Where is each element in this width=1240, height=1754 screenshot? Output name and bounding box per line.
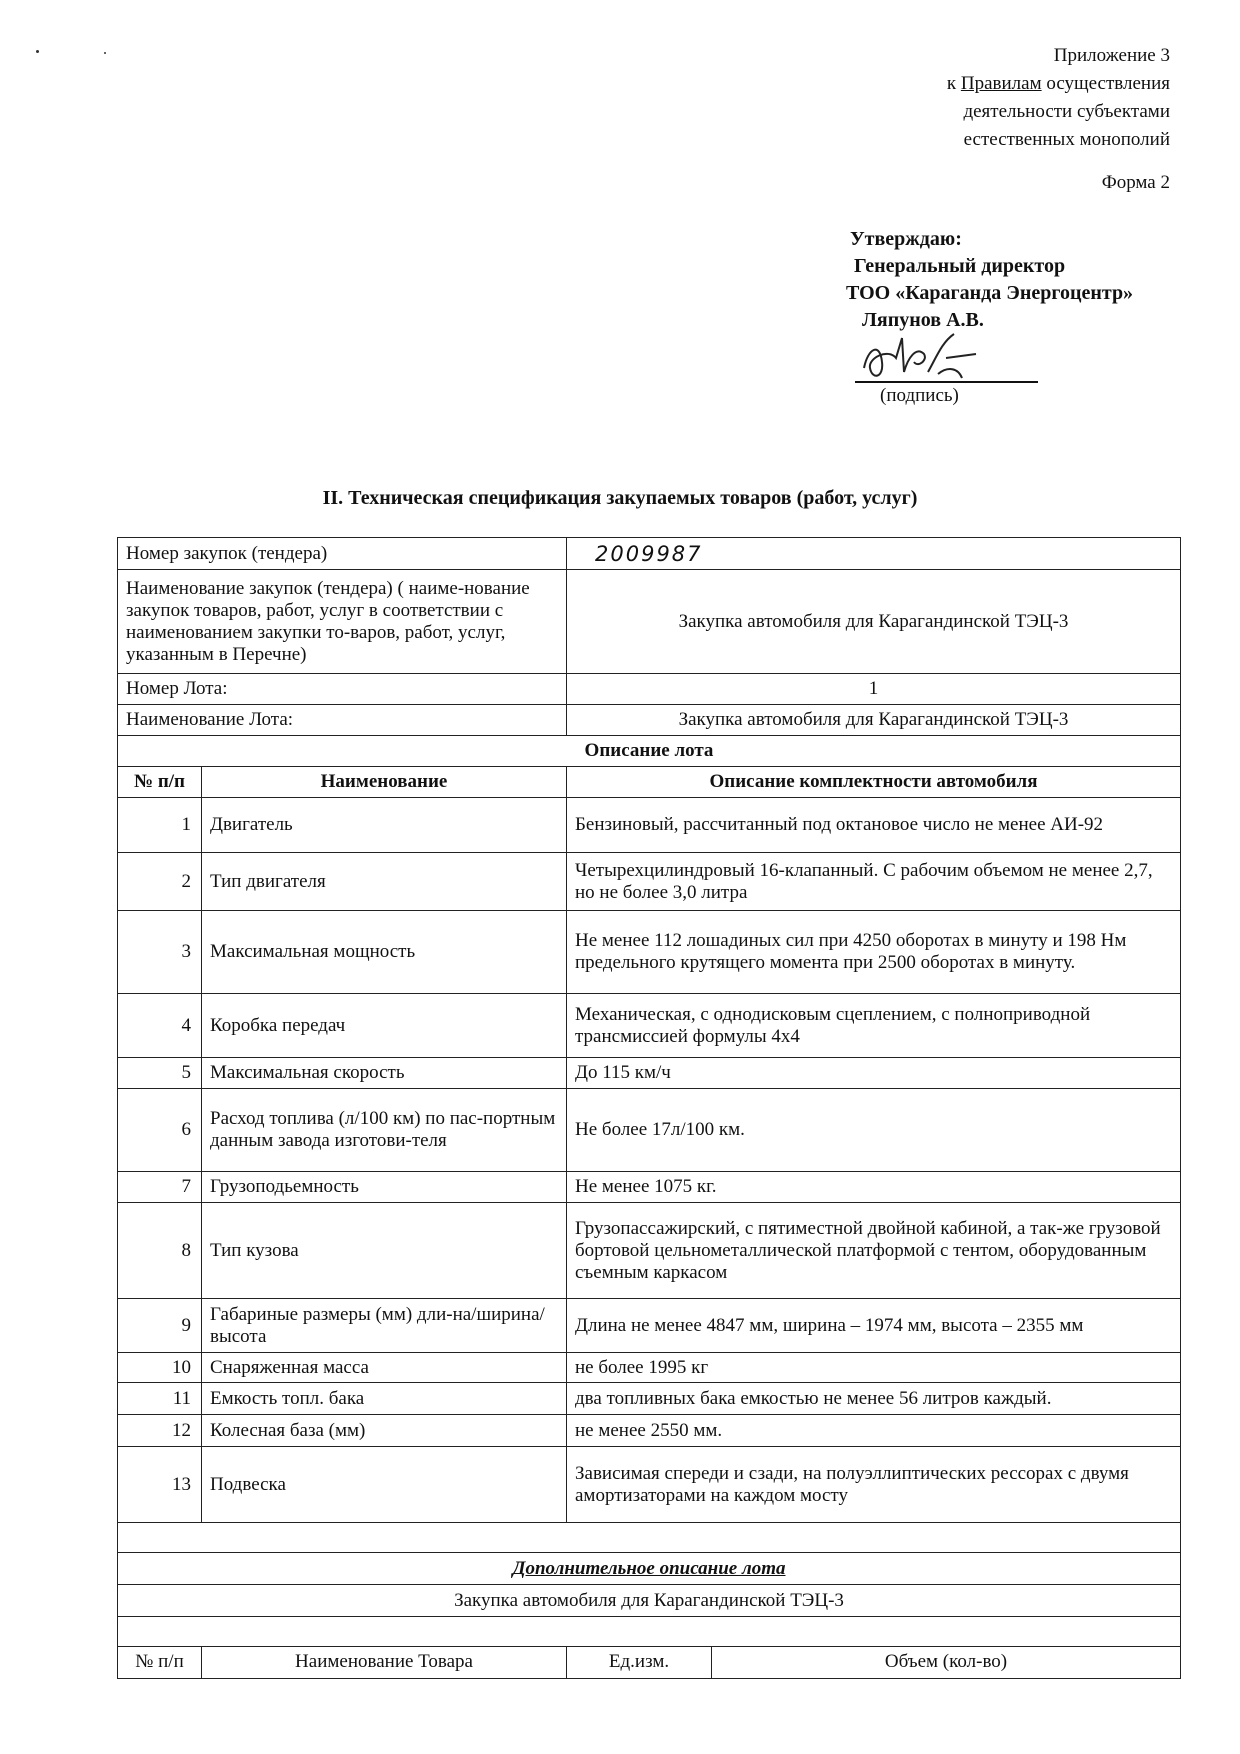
row-desc: Механическая, с однодисковым сцеплением, с полноприводной трансмиссией формулы 4x4 xyxy=(567,994,1181,1058)
column-header-row xyxy=(118,767,1181,798)
row-number: 5 xyxy=(118,1058,202,1089)
row-desc: Не более 17л/100 км. xyxy=(567,1089,1181,1172)
tender-name-label: Наименование закупок (тендера) ( наиме-нование закупок товаров, работ, услуг в соответствии с наименованием закупки то-варов, работ, услуг, указанным в Перечне) xyxy=(118,570,567,674)
additional-text-row xyxy=(118,1585,1181,1617)
row-name: Снаряженная масса xyxy=(202,1353,567,1383)
tender-number-label: Номер закупок (тендера) xyxy=(118,538,567,570)
section-title: II. Техническая спецификация закупаемых товаров (работ, услуг) xyxy=(322,487,918,509)
lot-description-title: Описание лота xyxy=(118,736,1181,767)
appendix-reference xyxy=(840,42,1170,154)
approval-heading: Утверждаю: xyxy=(850,228,962,250)
row-name: Подвеска xyxy=(202,1447,567,1523)
row-desc: Не менее 112 лошадиных сил при 4250 оборотах в минуту и 198 Нм предельного крутящего момента при 2500 оборотах в минуту. xyxy=(567,911,1181,994)
row-desc: До 115 км/ч xyxy=(567,1058,1181,1089)
table-row xyxy=(118,1089,1181,1172)
row-desc: Грузопассажирский, с пятиместной двойной кабиной, а так-же грузовой бортовой цельнометаллической платформой с тентом, оборудованным съемным каркасом xyxy=(567,1203,1181,1299)
table-row xyxy=(118,1058,1181,1089)
table-row xyxy=(118,853,1181,911)
row-desc: два топливных бака емкостью не менее 56 литров каждый. xyxy=(567,1383,1181,1415)
approval-position: Генеральный директор xyxy=(854,255,1066,277)
additional-title-row xyxy=(118,1553,1181,1585)
row-number: 7 xyxy=(118,1172,202,1203)
goods-col-unit: Ед.изм. xyxy=(567,1646,712,1678)
row-name: Максимальная скорость xyxy=(202,1058,567,1089)
table-row xyxy=(118,1383,1181,1415)
empty-cell xyxy=(118,1523,1181,1553)
approval-company: ТОО «Караганда Энергоцентр» xyxy=(846,282,1134,304)
spec-table-container xyxy=(117,537,1180,1679)
row-number: 1 xyxy=(118,798,202,853)
goods-col-qty: Объем (кол-во) xyxy=(712,1646,1181,1678)
table-row xyxy=(118,1203,1181,1299)
row-name: Габариные размеры (мм) дли-на/ширина/высота xyxy=(202,1299,567,1353)
empty-row xyxy=(118,1523,1181,1553)
appendix-line: Приложение 3 xyxy=(1053,45,1170,66)
lot-name-row xyxy=(118,705,1181,736)
additional-text: Закупка автомобиля для Карагандинской ТЭЦ-3 xyxy=(118,1585,1181,1617)
row-name: Максимальная мощность xyxy=(202,911,567,994)
row-name: Коробка передач xyxy=(202,994,567,1058)
row-number: 6 xyxy=(118,1089,202,1172)
row-number: 8 xyxy=(118,1203,202,1299)
empty-row xyxy=(118,1617,1181,1647)
tender-name-value: Закупка автомобиля для Карагандинской ТЭЦ-3 xyxy=(567,570,1181,674)
appendix-prefix: к xyxy=(946,73,961,94)
appendix-line xyxy=(840,70,1170,98)
appendix-line: деятельности субъектами xyxy=(963,101,1170,122)
table-row xyxy=(118,1447,1181,1523)
row-number: 12 xyxy=(118,1415,202,1447)
row-desc: не менее 2550 мм. xyxy=(567,1415,1181,1447)
tender-number-value: 2009987 xyxy=(567,538,1181,570)
row-name: Тип двигателя xyxy=(202,853,567,911)
row-number: 3 xyxy=(118,911,202,994)
row-desc: Не менее 1075 кг. xyxy=(567,1172,1181,1203)
table-row xyxy=(118,798,1181,853)
row-name: Тип кузова xyxy=(202,1203,567,1299)
row-name: Двигатель xyxy=(202,798,567,853)
row-desc: не более 1995 кг xyxy=(567,1353,1181,1383)
table-row xyxy=(118,1172,1181,1203)
table-row xyxy=(118,911,1181,994)
tender-name-row xyxy=(118,570,1181,674)
row-number: 11 xyxy=(118,1383,202,1415)
col-desc-header: Описание комплектности автомобиля xyxy=(567,767,1181,798)
approval-block xyxy=(846,226,1190,334)
scan-speck xyxy=(36,50,39,53)
row-number: 10 xyxy=(118,1353,202,1383)
signature-line xyxy=(855,381,1038,383)
scan-speck xyxy=(104,52,106,54)
spec-table xyxy=(117,537,1181,1647)
appendix-suffix: осуществления xyxy=(1041,73,1170,94)
col-name-header: Наименование xyxy=(202,767,567,798)
row-name: Емкость топл. бака xyxy=(202,1383,567,1415)
table-row xyxy=(118,994,1181,1058)
rules-link[interactable]: Правилам xyxy=(960,73,1042,94)
lot-name-value: Закупка автомобиля для Карагандинской ТЭЦ-3 xyxy=(567,705,1181,736)
signature-caption: (подпись) xyxy=(880,385,959,406)
handwritten-signature xyxy=(858,328,988,384)
lot-description-row xyxy=(118,736,1181,767)
row-number: 13 xyxy=(118,1447,202,1523)
row-name: Колесная база (мм) xyxy=(202,1415,567,1447)
lot-number-label: Номер Лота: xyxy=(118,674,567,705)
goods-col-num: № п/п xyxy=(118,1646,202,1678)
table-row xyxy=(118,1415,1181,1447)
additional-title: Дополнительное описание лота xyxy=(118,1553,1181,1585)
row-number: 2 xyxy=(118,853,202,911)
row-number: 9 xyxy=(118,1299,202,1353)
row-desc: Бензиновый, рассчитанный под октановое число не менее АИ-92 xyxy=(567,798,1181,853)
tender-number-row xyxy=(118,538,1181,570)
goods-header-row xyxy=(118,1646,1181,1678)
goods-table xyxy=(117,1646,1181,1679)
col-num-header: № п/п xyxy=(118,767,202,798)
row-desc: Зависимая спереди и сзади, на полуэллиптических рессорах с двумя амортизаторами на каждом мосту xyxy=(567,1447,1181,1523)
empty-cell xyxy=(118,1617,1181,1647)
lot-name-label: Наименование Лота: xyxy=(118,705,567,736)
table-row xyxy=(118,1353,1181,1383)
row-name: Грузоподьемность xyxy=(202,1172,567,1203)
appendix-line: естественных монополий xyxy=(963,129,1170,150)
approval-name: Ляпунов А.В. xyxy=(862,309,984,331)
row-desc: Длина не менее 4847 мм, ширина – 1974 мм, высота – 2355 мм xyxy=(567,1299,1181,1353)
row-name: Расход топлива (л/100 км) по пас-портным данным завода изготови-теля xyxy=(202,1089,567,1172)
row-number: 4 xyxy=(118,994,202,1058)
goods-col-name: Наименование Товара xyxy=(202,1646,567,1678)
table-row xyxy=(118,1299,1181,1353)
form-number: Форма 2 xyxy=(1101,172,1170,193)
lot-number-value: 1 xyxy=(567,674,1181,705)
lot-number-row xyxy=(118,674,1181,705)
row-desc: Четырехцилиндровый 16-клапанный. С рабочим объемом не менее 2,7, но не более 3,0 литра xyxy=(567,853,1181,911)
